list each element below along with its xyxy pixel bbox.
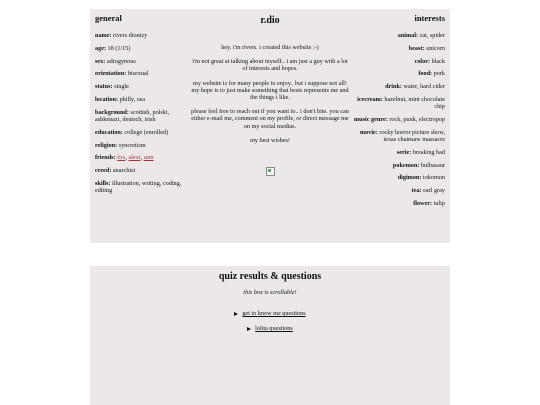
about-paragraph: i'm not great at talking about myself.. i am just a guy with a lot of interests and hopes. xyxy=(192,58,348,73)
field-skills: skills: illustration, writing, coding, editing xyxy=(95,179,182,195)
field-animal: animal: cat, spider xyxy=(397,32,445,39)
field-background: background: scottish, polski, ashkenazi, deutsch, irish xyxy=(95,108,170,123)
field-drink: drink: water, hard cider xyxy=(385,83,445,91)
field-location: location: philly, usa xyxy=(95,95,145,103)
field-sex: sex: adrogynous xyxy=(95,57,136,65)
field-food: food: pork xyxy=(418,70,445,78)
field-education: education: college (enrolled) xyxy=(95,128,169,136)
field-orientation: orientation: bisexual xyxy=(95,70,149,78)
about-paragraph: please feel free to reach out if you want to.. i don't bite. you can either e-mail me, comment on my profile, or direct message me on my social medias. xyxy=(191,108,349,130)
about-column xyxy=(190,15,350,178)
friend-link-fox[interactable]: fox xyxy=(117,154,126,162)
field-flower: flower: tulip xyxy=(413,199,445,207)
field-icecream: icecream: hazelnut, mint chocolate chip xyxy=(357,95,445,111)
field-name: name: rivers dionizy xyxy=(95,32,148,39)
quiz-note: this box is scrollable! xyxy=(243,289,297,296)
field-tea: tea: earl gray xyxy=(411,187,445,195)
field-serie: serie: breaking bad xyxy=(396,148,445,156)
quiz-item xyxy=(90,310,450,317)
field-status: status: single xyxy=(95,83,129,91)
field-digimon: digimon: tokomon xyxy=(397,174,445,182)
field-music-genre: music genre: rock, punk, electropop xyxy=(354,115,445,123)
quiz-title: quiz results & questions xyxy=(218,271,322,282)
field-pokemon: pokemon: bulbasaur xyxy=(392,161,445,169)
field-movie: movie: rocky horror picture show, texas chainsaw massacre xyxy=(359,128,445,143)
quiz-list xyxy=(90,310,450,340)
interests-column xyxy=(353,13,445,213)
friend-link-alexi[interactable]: alexi xyxy=(128,154,141,162)
quiz-link-get-to-know-me[interactable]: get to know me questions xyxy=(242,310,306,317)
quiz-item xyxy=(90,325,450,332)
site-title: r.dio xyxy=(260,15,280,26)
friend-link-sam[interactable]: sam xyxy=(143,154,154,162)
field-color: color: black xyxy=(414,57,445,65)
profile-panel xyxy=(90,9,450,243)
field-age: age: 18 (1/15) xyxy=(95,44,131,52)
general-heading: general xyxy=(95,13,122,23)
broken-image-icon xyxy=(266,167,275,176)
disclosure-triangle-icon[interactable] xyxy=(234,312,238,316)
disclosure-triangle-icon[interactable] xyxy=(247,327,251,331)
quiz-link-lolita[interactable]: lolita questions xyxy=(255,325,293,332)
interests-heading: interests xyxy=(414,13,445,23)
field-beast: beast: unicorn xyxy=(408,44,445,52)
field-creed: creed: anarchist xyxy=(95,167,136,175)
about-paragraph: hey. i'm rivers. i created this website :-) xyxy=(221,44,319,51)
about-paragraph: my website is for many people to enjoy.. but i suppose not all! my hope is to just make something that bests represents me and the things i like. xyxy=(191,79,349,102)
field-friends: friends: fox, alexi, sam xyxy=(95,154,154,162)
quiz-panel[interactable] xyxy=(90,266,450,405)
about-paragraph: my best wishes! xyxy=(250,136,290,144)
general-column xyxy=(95,13,187,200)
field-religion: religion: syncretism xyxy=(95,141,146,149)
